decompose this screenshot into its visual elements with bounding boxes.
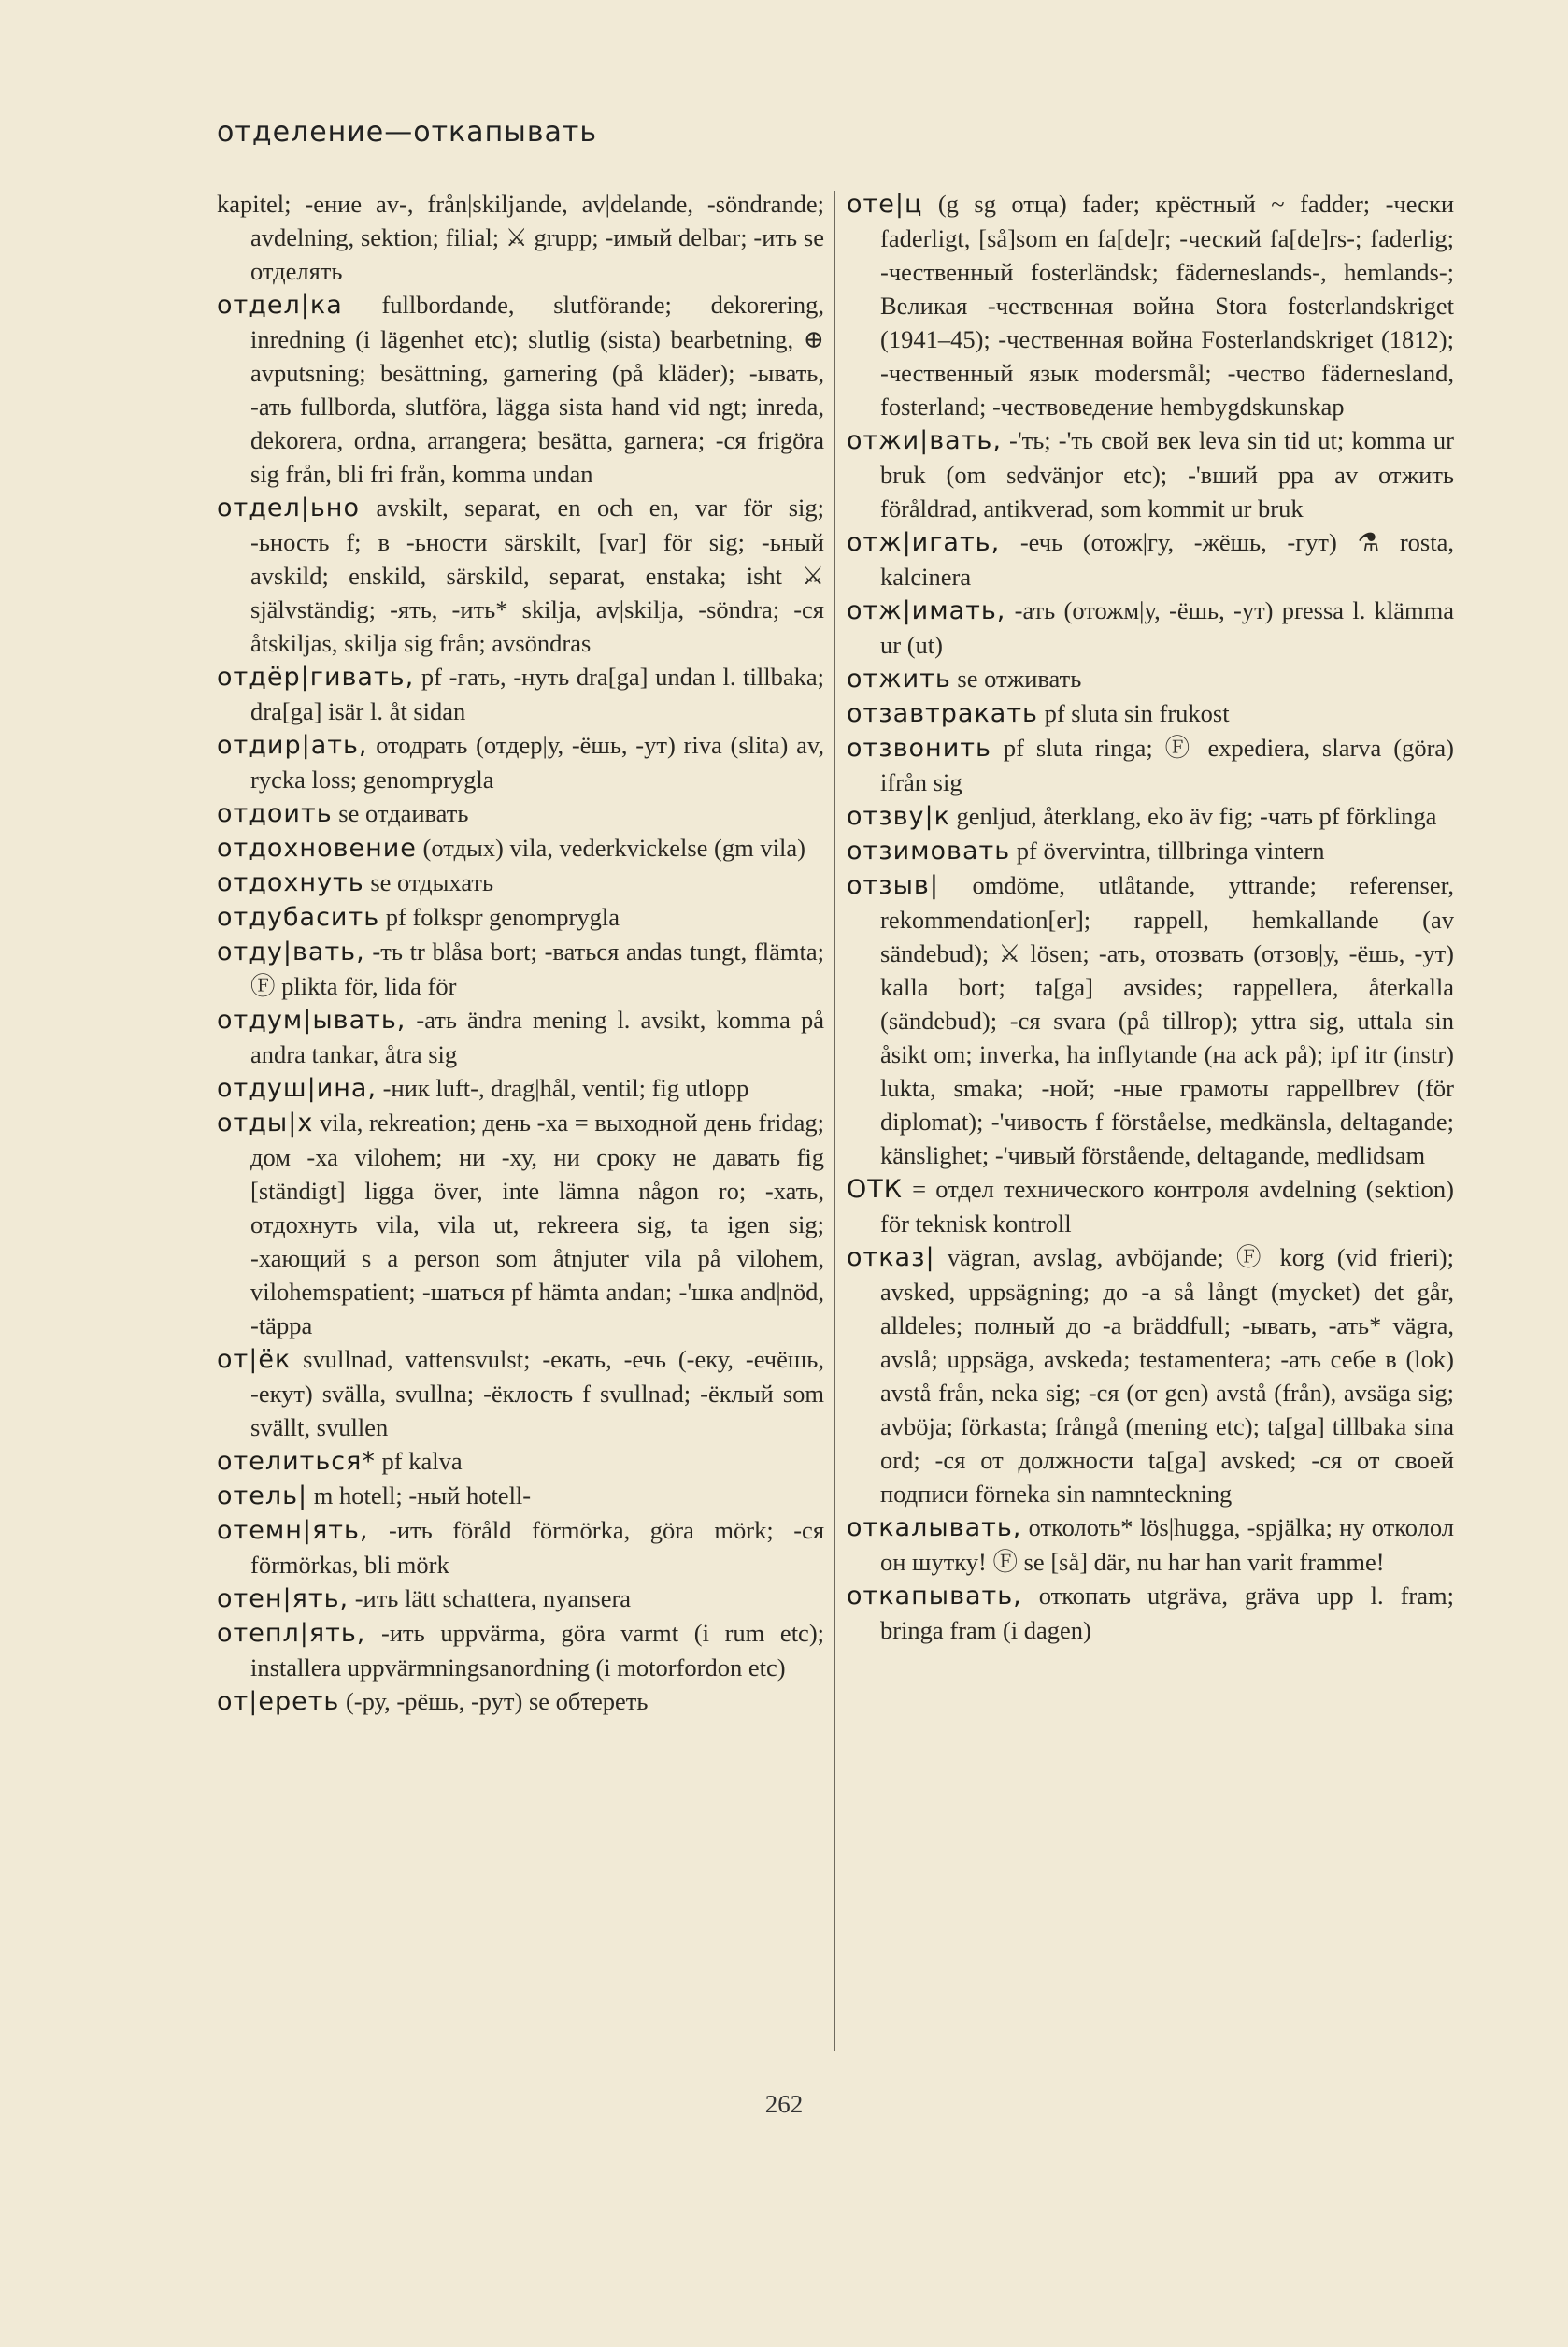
dictionary-entry [217, 831, 824, 866]
dictionary-entry [217, 1106, 824, 1342]
definition: pf övervintra, tillbringa vintern [1016, 837, 1325, 865]
definition: pf sluta sin frukost [1044, 699, 1230, 727]
definition: (g sg отца) fader; крёстный ~ fadder; -чески faderligt, [så]som en fa[de]r; -ческий fa[de]rs-; faderlig; -чественный fosterländsk; fäderneslands-, hemlands-; Великая -чественная война Stora fosterlandskriget (1941–45); -чественная война Fosterlandskriget (1812); -чественный язык modersmål; -чество fädernesland, fosterland; -чествоведение hembygdskunskap [880, 190, 1454, 421]
headword: откапывать, [847, 1581, 1022, 1610]
dictionary-entry [217, 187, 824, 288]
definition: -ить uppvärma, göra varmt (i rum etc); installera uppvärmningsanordning (i motorfordon etc) [250, 1619, 825, 1682]
dictionary-entry [847, 696, 1454, 731]
definition: pf sluta ringa; Ⓕ expediera, slarva (göra) ifrån sig [880, 734, 1455, 796]
dictionary-entry [217, 1513, 824, 1581]
definition: -ник luft-, drag|hål, ventil; fig utlopp [382, 1074, 749, 1102]
definition: (-ру, -рёшь, -рут) se обтереть [345, 1687, 649, 1715]
definition: отколоть* lös|hugga, -spjälka; ну отколол он шутку! Ⓕ se [så] där, nu har han varit framme! [880, 1513, 1455, 1576]
definition: fullbordande, slutförande; dekorering, inredning (i lägenhet etc); slutlig (sista) bearbetning, ⊕ avputsning; besättning, garnering (på kläder); -ывать, -ать fullborda, slutföra, lägga sista hand vid ngt; inreda, dekorera, ordna, arrangera; besätta, garnera; -ся frigöra sig från, bli fri från, komma undan [250, 291, 824, 488]
column-divider [834, 191, 835, 2051]
definition: genljud, återklang, eko äv fig; -чать pf förklinga [956, 802, 1437, 830]
definition: -ечь (отож|гу, -жёшь, -гут) ⚗ rosta, kalcinera [880, 528, 1454, 591]
dictionary-entry [217, 900, 824, 935]
definition: omdöme, utlåtande, yttrande; referenser, rekommendation[er]; rappell, hemkallande (av sändebud); ⚔ lösen; -ать, отозвать (отзов|у, -ёшь, -ут) kalla bort; ta[ga] avsides; rappellera, återkalla (sändebud); -ся svara (på tillrop); yttra sig, uttala sin åsikt om; inverka, ha inflytande (на ack på); ipf itr (instr) lukta, smaka; -ной; -ные грамоты rappellbrev (för diplomat); -'чивость f förståelse, medkänsla, deltagande; känslighet; -'чивый förstående, deltagande, medlidsam [880, 871, 1454, 1169]
dictionary-entry [217, 1479, 824, 1513]
headword: отдоить [217, 799, 333, 828]
running-header: отделение—откапывать [217, 116, 598, 149]
headword: отказ| [847, 1243, 935, 1272]
definition: se отдаивать [338, 799, 469, 827]
definition: m hotell; -ный hotell- [313, 1481, 532, 1510]
dictionary-entry [217, 491, 824, 660]
headword: отзву|к [847, 802, 950, 831]
dictionary-entry [847, 662, 1454, 696]
definition: -ать (отожм|у, -ёшь, -ут) pressa l. klämma ur (ut) [880, 596, 1454, 659]
definition: kapitel; -ение av-, från|skiljande, av|delande, -söndrande; avdelning, sektion; filial; ⚔ grupp; -имый delbar; -ить se отделять [217, 190, 824, 285]
headword: ОТК [847, 1175, 903, 1204]
dictionary-entry [847, 525, 1454, 594]
definition: avskilt, separat, en och en, var för sig; -ьность f; в -ьности särskilt, [var] för sig; -ьный avskild; enskild, särskild, separat, enstaka; isht ⚔ självständig; -ять, -ить* skilja, av|skilja, -söndra; -ся åtskiljas, skilja sig från; avsöndras [250, 494, 825, 657]
headword: откалывать, [847, 1513, 1022, 1542]
headword: отжить [847, 665, 951, 694]
headword: отзвонить [847, 734, 991, 763]
headword: отж|имать, [847, 596, 1006, 625]
headword: отен|ять, [217, 1584, 349, 1613]
headword: оте|ц [847, 190, 923, 219]
dictionary-entry [217, 1003, 824, 1071]
definition: (отдых) vila, vederkvickelse (gm vila) [422, 834, 805, 862]
definition: se отдыхать [370, 868, 494, 896]
headword: отдуш|ина, [217, 1074, 378, 1103]
dictionary-entry [217, 1071, 824, 1106]
headword: отдохновение [217, 834, 417, 863]
headword: отзыв| [847, 871, 939, 900]
definition: -ать ändra mening l. avsikt, komma på andra tankar, åtra sig [250, 1006, 824, 1068]
definition: svullnad, vattensvulst; -екать, -ечь (-еку, -ечёшь, -екут) svälla, svullna; -ёклость f svullnad; -ёклый som svällt, svullen [250, 1345, 825, 1441]
definition: vila, rekreation; день -ха = выходной день fridag; дом -ха vilohem; ни -ху, ни сроку не давать fig [ständigt] ligga över, inte lämna någon ro; -хать, отдохнуть vila, vila ut, rekreera sig, ta igen sig; -хающий s a person som åtnjuter vila på vilohem, vilohemspatient; -шаться pf hämta andan; -'шка and|nöd, -täppa [250, 1109, 825, 1339]
headword: отду|вать, [217, 937, 365, 966]
dictionary-entry [847, 731, 1454, 799]
dictionary-entry [847, 1579, 1454, 1647]
definition: -'ть; -'ть свой век leva sin tid ut; komma ur bruk (om sedvänjor etc); -'вший ppa av отжить föråldrad, antikverad, som kommit ur bruk [880, 426, 1454, 522]
definition: откопать utgräva, gräva upp l. fram; bringa fram (i dagen) [880, 1581, 1454, 1644]
dictionary-entry [847, 1172, 1454, 1240]
dictionary-entry [217, 1581, 824, 1616]
definition: -ить föråld förmörka, göra mörk; -ся förmörkas, bli mörk [250, 1516, 825, 1579]
page-number: 262 [764, 2090, 804, 2118]
definition: pf kalva [381, 1447, 463, 1475]
dictionary-entry [217, 1444, 824, 1479]
definition: = отдел технического контроля avdelning (sektion) för teknisk kontroll [880, 1175, 1455, 1238]
definition: отодрать (отдер|у, -ёшь, -ут) riva (slita) av, rycka loss; genomprygla [250, 731, 824, 794]
dictionary-entry [217, 796, 824, 831]
headword: отдел|ка [217, 291, 343, 320]
dictionary-entry [847, 1510, 1454, 1579]
headword: отдир|ать, [217, 731, 368, 760]
dictionary-entry [847, 1240, 1454, 1510]
headword: от|ереть [217, 1687, 340, 1716]
definition: se отживать [957, 665, 1082, 693]
definition: vägran, avslag, avböjande; Ⓕ korg (vid frieri); avsked, uppsägning; до -а så långt (mycket) det går, alldeles; полный до -а bräddfull; -ывать, -ать* vägra, avslå; uppsäga, avskeda; testamentera; -ать себе в (lok) avstå från, neka sig; -ся (от gen) avstå (från), avsäga sig; avböja; förkasta; frångå (mening etc); ta[ga] tillbaka sina ord; -ся от должности ta[ga] avsked; -ся от своей подписи förneka sin namnteckning [880, 1243, 1454, 1508]
left-column [217, 187, 824, 1719]
dictionary-entry [217, 935, 824, 1003]
dictionary-entry [217, 728, 824, 796]
definition: pf -гать, -нуть dra[ga] undan l. tillbaka; dra[ga] isär l. åt sidan [250, 663, 824, 725]
headword: отепл|ять, [217, 1619, 366, 1648]
definition: -ить lätt schattera, nyansera [354, 1584, 632, 1612]
headword: отжи|вать, [847, 426, 1002, 455]
dictionary-entry [847, 834, 1454, 868]
dictionary-entry [217, 1616, 824, 1684]
definition: pf folkspr genomprygla [385, 903, 620, 931]
headword: отель| [217, 1481, 308, 1510]
headword: отдёр|гивать, [217, 663, 415, 692]
dictionary-entry [217, 660, 824, 728]
headword: отж|игать, [847, 528, 1001, 557]
headword: отдум|ывать, [217, 1006, 406, 1035]
dictionary-entry [847, 799, 1454, 834]
headword: от|ёк [217, 1345, 292, 1374]
right-column [847, 187, 1454, 1647]
headword: отдубасить [217, 903, 380, 932]
headword: отдел|ьно [217, 494, 360, 522]
dictionary-entry [217, 1684, 824, 1719]
dictionary-entry [847, 423, 1454, 525]
definition: -ть tr blåsa bort; -ваться andas tungt, flämta; Ⓕ plikta för, lida för [250, 937, 824, 1000]
dictionary-entry [217, 288, 824, 491]
headword: отды|х [217, 1109, 314, 1138]
dictionary-entry [217, 1342, 824, 1444]
headword: отзавтракать [847, 699, 1038, 728]
headword: отдохнуть [217, 868, 364, 897]
dictionary-entry [217, 866, 824, 900]
dictionary-entry [847, 187, 1454, 423]
dictionary-entry [847, 868, 1454, 1172]
headword: отзимовать [847, 837, 1011, 866]
headword: отелиться* [217, 1447, 376, 1476]
dictionary-entry [847, 594, 1454, 662]
headword: отемн|ять, [217, 1516, 369, 1545]
